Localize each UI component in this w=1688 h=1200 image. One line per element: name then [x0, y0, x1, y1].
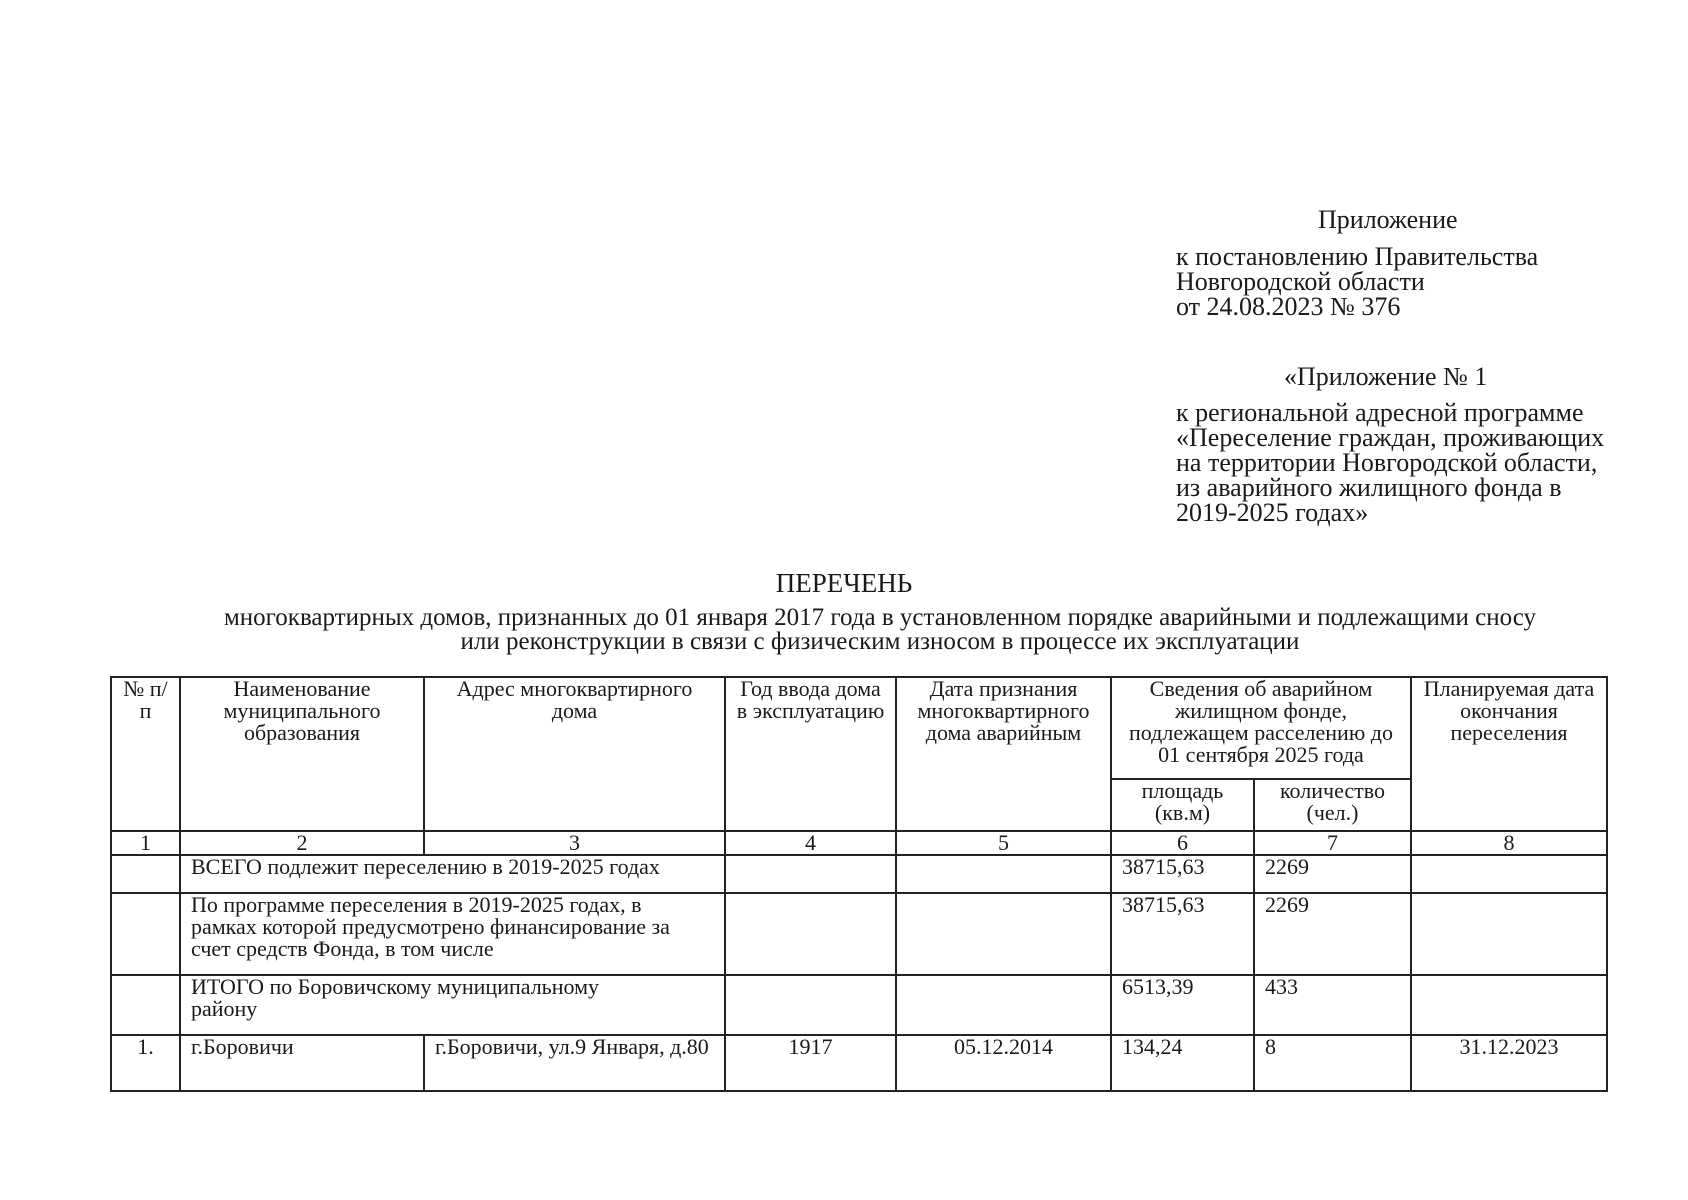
cell-num — [111, 893, 180, 975]
cell-area: 38715,63 — [1111, 855, 1254, 893]
cell-num: 1. — [111, 1035, 180, 1091]
appendix-line: от 24.08.2023 № 376 — [1176, 292, 1401, 321]
appendix-line: к постановлению Правительства — [1176, 242, 1539, 271]
cell-area: 6513,39 — [1111, 975, 1254, 1035]
header-fund-info: Сведения об аварийном жилищном фонде, подлежащем расселению до 01 сентября 2025 года — [1111, 677, 1411, 779]
appendix2-line: на территории Новгородской области, — [1176, 448, 1598, 477]
cell-num — [111, 975, 180, 1035]
cell-date — [896, 975, 1111, 1035]
cell-people: 2269 — [1254, 893, 1411, 975]
table-row-total — [111, 855, 1607, 893]
cell-label: ВСЕГО подлежит переселению в 2019-2025 годах — [180, 855, 725, 893]
appendix2-block — [1176, 400, 1604, 525]
cell-year: 1917 — [725, 1035, 896, 1091]
column-number: 3 — [424, 831, 725, 855]
appendix-heading: Приложение — [1318, 205, 1458, 234]
appendix-line: Новгородской области — [1176, 267, 1425, 296]
appendix2-line: «Переселение граждан, проживающих — [1176, 423, 1605, 452]
header-municipality: Наименование муниципального образования — [180, 677, 424, 831]
header-address: Адрес многоквартирного дома — [424, 677, 725, 831]
cell-people: 2269 — [1254, 855, 1411, 893]
table-header-row — [111, 677, 1607, 779]
appendix2-heading: «Приложение № 1 — [1284, 362, 1488, 391]
header-area: площадь (кв.м) — [1111, 779, 1254, 831]
appendix2-line: к региональной адресной программе — [1176, 398, 1584, 427]
header-date-recognized: Дата признания многоквартирного дома аварийным — [896, 677, 1111, 831]
column-number: 2 — [180, 831, 424, 855]
subtitle-line-2: или реконструкции в связи с физическим износом в процессе их эксплуатации — [460, 628, 1300, 655]
column-number: 5 — [896, 831, 1111, 855]
column-number: 1 — [111, 831, 180, 855]
cell-year — [725, 975, 896, 1035]
cell-people: 433 — [1254, 975, 1411, 1035]
column-number: 4 — [725, 831, 896, 855]
cell-num — [111, 855, 180, 893]
cell-planned-end — [1411, 975, 1607, 1035]
cell-label: ИТОГО по Боровичскому муниципальному району — [180, 975, 725, 1035]
column-number-row — [111, 831, 1607, 855]
table-row — [111, 1035, 1607, 1091]
appendix2-line: из аварийного жилищного фонда в — [1176, 473, 1562, 502]
cell-planned-end — [1411, 893, 1607, 975]
cell-year — [725, 855, 896, 893]
housing-table — [110, 676, 1608, 1092]
cell-label: По программе переселения в 2019-2025 годах, в рамках которой предусмотрено финансирование за счет средств Фонда, в том числе — [180, 893, 725, 975]
cell-municipality: г.Боровичи — [180, 1035, 424, 1091]
table-row-itogo — [111, 975, 1607, 1035]
subtitle-line-1: многоквартирных домов, признанных до 01 января 2017 года в установленном порядке аварийными и подлежащими сносу — [223, 604, 1537, 631]
document-title: ПЕРЕЧЕНЬ — [775, 568, 913, 598]
cell-planned-end: 31.12.2023 — [1411, 1035, 1607, 1091]
cell-area: 38715,63 — [1111, 893, 1254, 975]
header-year: Год ввода дома в эксплуатацию — [725, 677, 896, 831]
column-number: 7 — [1254, 831, 1411, 855]
column-number: 6 — [1111, 831, 1254, 855]
column-number: 8 — [1411, 831, 1607, 855]
document-subtitle — [120, 606, 1640, 654]
header-people: количество (чел.) — [1254, 779, 1411, 831]
cell-year — [725, 893, 896, 975]
cell-date: 05.12.2014 — [896, 1035, 1111, 1091]
cell-planned-end — [1411, 855, 1607, 893]
header-planned-end: Планируемая дата окончания переселения — [1411, 677, 1607, 831]
cell-date — [896, 893, 1111, 975]
cell-people: 8 — [1254, 1035, 1411, 1091]
cell-address: г.Боровичи, ул.9 Января, д.80 — [424, 1035, 725, 1091]
appendix2-line: 2019-2025 годах» — [1176, 498, 1369, 527]
cell-date — [896, 855, 1111, 893]
table-row-program — [111, 893, 1607, 975]
cell-area: 134,24 — [1111, 1035, 1254, 1091]
appendix-block — [1176, 244, 1538, 319]
header-num: № п/п — [111, 677, 180, 831]
